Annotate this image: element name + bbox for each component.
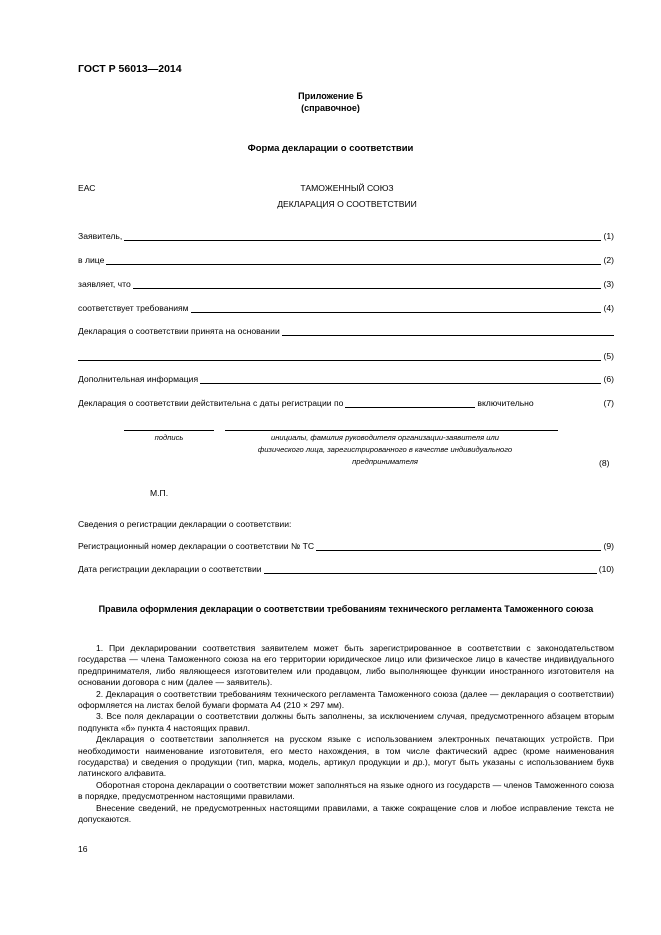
field-basis-label: Декларация о соответствии принята на основании bbox=[78, 326, 280, 336]
field-represented-by-line[interactable] bbox=[106, 255, 601, 265]
field-additional-info-line[interactable] bbox=[200, 374, 601, 384]
field-valid-until-label: Декларация о соответствии действительна с даты регистрации по bbox=[78, 398, 344, 408]
form-title: Форма декларации о соответствии bbox=[247, 143, 414, 154]
field-declares-label: заявляет, что bbox=[78, 279, 131, 289]
rules-paragraph-1: 1. При декларировании соответствия заявителем может быть зарегистрированное в соответствии с законодательством государства — члена Таможенного союза на его территории юридическое лицо или физическое лицо в качестве индивидуального предпринимателя, либо являющееся изготовителем или продавцом, либо выполняющее функции иностранного изготовителя на основании договора с ним (далее — заявитель). bbox=[78, 643, 614, 688]
field-valid-until-line[interactable] bbox=[345, 398, 475, 408]
field-declares bbox=[78, 277, 614, 289]
field-reg-date-label: Дата регистрации декларации о соответствии bbox=[78, 564, 262, 574]
field-reg-number-num: (9) bbox=[603, 541, 614, 551]
field-declares-num: (3) bbox=[603, 279, 614, 289]
rules-paragraph-2: 2. Декларация о соответствии требованиям технического регламента Таможенного союза (далее — декларация о соответствии) оформляется на листах белой бумаги формата А4 (210 × 297 мм). bbox=[78, 688, 614, 711]
field-reg-number-line[interactable] bbox=[316, 541, 601, 551]
field-requirements-num: (4) bbox=[603, 303, 614, 313]
field-reg-date-num: (10) bbox=[598, 564, 614, 574]
union-line1: ТАМОЖЕННЫЙ СОЮЗ bbox=[300, 183, 394, 193]
field-requirements bbox=[78, 301, 614, 313]
name-line[interactable] bbox=[225, 430, 558, 431]
field-additional-info-label: Дополнительная информация bbox=[78, 374, 199, 384]
field-represented-by-label: в лице bbox=[78, 255, 105, 265]
appendix-title: Приложение Б bbox=[298, 91, 363, 101]
field-requirements-line[interactable] bbox=[191, 303, 602, 313]
rules-paragraph-4: Декларация о соответствии заполняется на русском языке с использованием электронных печатающих устройств. При необходимости наименование изготовителя, его место нахождения, в том числе фактический адрес (кроме наименования государства) и сведения о продукции (тип, марка, модель, артикул продукции и др.), могут быть указаны с использованием букв латинского алфавита. bbox=[78, 734, 614, 779]
field-basis-line-2[interactable] bbox=[78, 351, 601, 361]
field-valid-until bbox=[78, 396, 614, 408]
stamp-label: М.П. bbox=[150, 488, 169, 498]
eac-mark: ЕАС bbox=[78, 183, 96, 193]
field-valid-until-num: (7) bbox=[603, 398, 614, 408]
field-valid-until-suffix: включительно bbox=[477, 398, 534, 408]
field-basis-line[interactable] bbox=[282, 326, 614, 336]
field-represented-by-num: (2) bbox=[603, 255, 614, 265]
rules-title: Правила оформления декларации о соответствии требованиям технического регламента Таможенного союза bbox=[98, 604, 594, 614]
field-applicant-line[interactable] bbox=[124, 231, 601, 241]
field-reg-number bbox=[78, 539, 614, 551]
field-basis bbox=[78, 324, 614, 336]
appendix-subtitle: (справочное) bbox=[301, 103, 360, 113]
registration-heading: Сведения о регистрации декларации о соответствии: bbox=[78, 519, 292, 529]
name-caption: инициалы, фамилия руководителя организации-заявителя или физического лица, зарегистрированного в качестве индивидуального предпринимателя bbox=[257, 433, 513, 466]
field-applicant-label: Заявитель, bbox=[78, 231, 123, 241]
field-reg-date bbox=[78, 562, 614, 574]
field-reg-date-line[interactable] bbox=[264, 564, 597, 574]
standard-header: ГОСТ Р 56013—2014 bbox=[78, 63, 182, 75]
signature-line[interactable] bbox=[124, 430, 214, 431]
rules-text bbox=[78, 643, 614, 826]
field-applicant-num: (1) bbox=[603, 231, 614, 241]
union-line2: ДЕКЛАРАЦИЯ О СООТВЕТСТВИИ bbox=[277, 199, 417, 209]
field-requirements-label: соответствует требованиям bbox=[78, 303, 189, 313]
rules-paragraph-6: Внесение сведений, не предусмотренных настоящими правилами, а также сокращение слов и любое исправление текста не допускаются. bbox=[78, 802, 614, 825]
signature-num: (8) bbox=[599, 458, 610, 468]
field-additional-info-num: (6) bbox=[603, 374, 614, 384]
signature-caption: подпись bbox=[154, 433, 184, 442]
field-declares-line[interactable] bbox=[133, 279, 602, 289]
field-represented-by bbox=[78, 253, 614, 265]
rules-paragraph-5: Оборотная сторона декларации о соответствии может заполняться на языке одного из государств — членов Таможенного союза в порядке, предусмотренном настоящими правилами. bbox=[78, 779, 614, 802]
page-number: 16 bbox=[78, 844, 88, 854]
field-reg-number-label: Регистрационный номер декларации о соответствии № ТС bbox=[78, 541, 315, 551]
field-additional-info bbox=[78, 372, 614, 384]
rules-paragraph-3: 3. Все поля декларации о соответствии должны быть заполнены, за исключением случая, предусмотренного абзацем вторым подпункта «б» пункта 4 настоящих правил. bbox=[78, 711, 614, 733]
field-basis-num: (5) bbox=[603, 351, 614, 361]
field-basis-continued bbox=[78, 349, 614, 361]
field-applicant bbox=[78, 229, 614, 241]
